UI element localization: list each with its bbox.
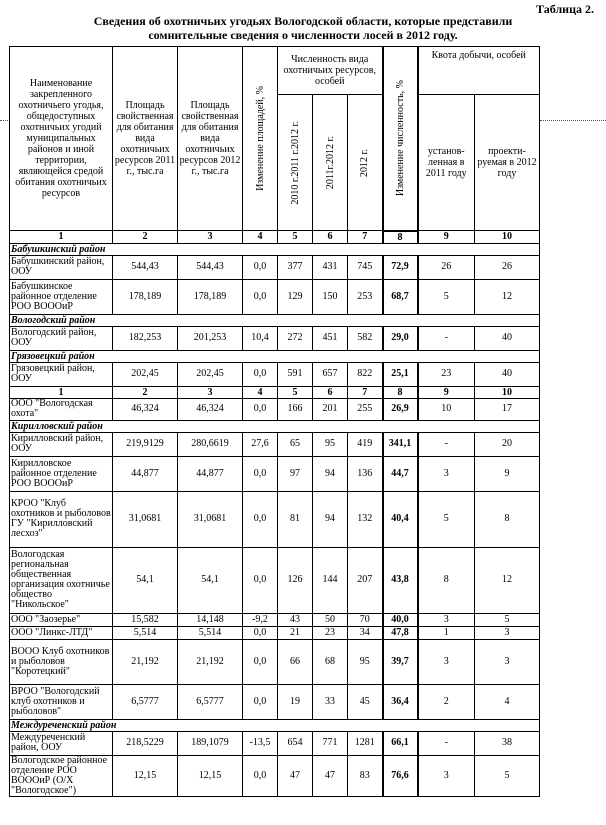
- column-number: 3: [178, 386, 243, 398]
- column-number: 9: [418, 231, 475, 244]
- cell-cch: 39,7: [383, 639, 418, 684]
- table-row: [10, 326, 540, 350]
- cell-c11: 47: [313, 755, 348, 796]
- cell-c10: 166: [278, 398, 313, 420]
- cell-q1: 26: [418, 255, 475, 279]
- row-name: ООО "Линкс-ЛТД": [10, 626, 113, 639]
- cell-c11: 150: [313, 279, 348, 314]
- row-name: ООО "Заозерье": [10, 613, 113, 626]
- header-count-group: Численность вида охотничьих ресурсов, особей: [278, 47, 383, 95]
- table-row: [10, 639, 540, 684]
- cell-q1: 1: [418, 626, 475, 639]
- cell-q1: 10: [418, 398, 475, 420]
- cell-a11: 202,45: [113, 362, 178, 386]
- header-area-2012: Площадь свойственная для обитания вида охотничьих ресурсов 2012 г., тыс.га: [178, 47, 243, 231]
- cell-c10: 66: [278, 639, 313, 684]
- table-number: Таблица 2.: [536, 2, 594, 16]
- cell-cch: 43,8: [383, 547, 418, 613]
- cell-a11: 54,1: [113, 547, 178, 613]
- title-line-1: Сведения об охотничьих угодьях Вологодской области, которые представили: [93, 14, 513, 28]
- cell-c10: 654: [278, 731, 313, 755]
- section-title: Кирилловский район: [10, 420, 540, 432]
- table-row: [10, 398, 540, 420]
- header-year-2011: 2011г.2012 г.: [313, 95, 348, 231]
- table-row: [10, 613, 540, 626]
- column-number: 7: [348, 386, 383, 398]
- row-name: ВОOO Клуб охотников и рыболовов "Коротецкий": [10, 639, 113, 684]
- cell-c11: 451: [313, 326, 348, 350]
- cell-ach: 0,0: [243, 626, 278, 639]
- table-row: [10, 731, 540, 755]
- title-line-2: сомнительные сведения о численности лосей в 2012 году.: [148, 28, 458, 42]
- cell-cch: 26,9: [383, 398, 418, 420]
- cell-a12: 201,253: [178, 326, 243, 350]
- cell-a12: 46,324: [178, 398, 243, 420]
- cell-c11: 771: [313, 731, 348, 755]
- cell-a12: 14,148: [178, 613, 243, 626]
- section-title: Междуреченский район: [10, 719, 540, 731]
- table-row: [10, 684, 540, 719]
- cell-c10: 19: [278, 684, 313, 719]
- cell-a12: 202,45: [178, 362, 243, 386]
- cell-c12: 95: [348, 639, 383, 684]
- cell-a12: 21,192: [178, 639, 243, 684]
- cell-c12: 419: [348, 432, 383, 456]
- column-number: 9: [418, 386, 475, 398]
- data-table: [9, 46, 540, 797]
- cell-ach: -9,2: [243, 613, 278, 626]
- section-title: Грязовецкий район: [10, 350, 540, 362]
- cell-ach: 27,6: [243, 432, 278, 456]
- cell-c11: 50: [313, 613, 348, 626]
- column-numbers-row: [10, 231, 540, 244]
- column-number: 1: [10, 231, 113, 244]
- cell-a12: 178,189: [178, 279, 243, 314]
- header-area-change: Изменение площадей, %: [243, 47, 278, 231]
- cell-c10: 65: [278, 432, 313, 456]
- cell-c10: 81: [278, 491, 313, 547]
- column-number: 1: [10, 386, 113, 398]
- table-row: [10, 255, 540, 279]
- header-year-2010: 2010 г.2011 г.2012 г.: [278, 95, 313, 231]
- cell-q2: 12: [475, 547, 540, 613]
- cell-q2: 20: [475, 432, 540, 456]
- table-row: [10, 432, 540, 456]
- cell-c12: 45: [348, 684, 383, 719]
- cell-a11: 46,324: [113, 398, 178, 420]
- column-number: 2: [113, 231, 178, 244]
- cell-c12: 136: [348, 456, 383, 491]
- cell-ach: 0,0: [243, 362, 278, 386]
- cell-ach: 0,0: [243, 755, 278, 796]
- cell-c12: 1281: [348, 731, 383, 755]
- section-title: Бабушкинский район: [10, 243, 540, 255]
- row-name: Бабушкинский район, ООУ: [10, 255, 113, 279]
- cell-q1: -: [418, 326, 475, 350]
- cell-q1: -: [418, 432, 475, 456]
- cell-a11: 21,192: [113, 639, 178, 684]
- cell-q2: 17: [475, 398, 540, 420]
- cell-c12: 70: [348, 613, 383, 626]
- table-row: [10, 279, 540, 314]
- cell-a12: 5,514: [178, 626, 243, 639]
- cell-q1: 3: [418, 456, 475, 491]
- cell-c12: 582: [348, 326, 383, 350]
- cell-c11: 94: [313, 491, 348, 547]
- cell-c12: 34: [348, 626, 383, 639]
- cell-q1: 23: [418, 362, 475, 386]
- cell-c11: 23: [313, 626, 348, 639]
- section-row: [10, 243, 540, 255]
- cell-q1: 2: [418, 684, 475, 719]
- cell-q2: 26: [475, 255, 540, 279]
- cell-c12: 132: [348, 491, 383, 547]
- cell-a12: 280,6619: [178, 432, 243, 456]
- row-name: Кирилловское районное отделение РОО ВОООиР: [10, 456, 113, 491]
- cell-q1: 3: [418, 639, 475, 684]
- table-row: [10, 626, 540, 639]
- row-name: ООО "Вологодская охота": [10, 398, 113, 420]
- cell-c11: 68: [313, 639, 348, 684]
- column-number: 10: [475, 386, 540, 398]
- cell-a11: 44,877: [113, 456, 178, 491]
- cell-a11: 218,5229: [113, 731, 178, 755]
- margin-dots-right: [540, 120, 606, 121]
- cell-ach: 0,0: [243, 547, 278, 613]
- row-name: Вологодский район, ООУ: [10, 326, 113, 350]
- column-number: 7: [348, 231, 383, 244]
- cell-cch: 25,1: [383, 362, 418, 386]
- cell-a12: 189,1079: [178, 731, 243, 755]
- header-count-change: Изменение численность, %: [383, 47, 418, 231]
- cell-q2: 3: [475, 626, 540, 639]
- cell-ach: 0,0: [243, 398, 278, 420]
- cell-c10: 591: [278, 362, 313, 386]
- cell-q1: 5: [418, 491, 475, 547]
- row-name: Грязовецкий район, ООУ: [10, 362, 113, 386]
- row-name: Кирилловский район, ООУ: [10, 432, 113, 456]
- cell-c12: 255: [348, 398, 383, 420]
- row-name: Вологодская региональная общественная организация охотничье общество "Никольское": [10, 547, 113, 613]
- cell-c11: 95: [313, 432, 348, 456]
- cell-c10: 377: [278, 255, 313, 279]
- cell-c11: 144: [313, 547, 348, 613]
- cell-cch: 44,7: [383, 456, 418, 491]
- cell-cch: 341,1: [383, 432, 418, 456]
- cell-a11: 182,253: [113, 326, 178, 350]
- cell-ach: 0,0: [243, 684, 278, 719]
- cell-a12: 12,15: [178, 755, 243, 796]
- column-number: 3: [178, 231, 243, 244]
- column-number: 4: [243, 386, 278, 398]
- section-title: Вологодский район: [10, 314, 540, 326]
- table-row: [10, 362, 540, 386]
- table-title: [0, 14, 606, 42]
- cell-c11: 94: [313, 456, 348, 491]
- column-number: 5: [278, 386, 313, 398]
- cell-c10: 97: [278, 456, 313, 491]
- cell-cch: 68,7: [383, 279, 418, 314]
- cell-c12: 745: [348, 255, 383, 279]
- cell-cch: 66,1: [383, 731, 418, 755]
- cell-a11: 219,9129: [113, 432, 178, 456]
- cell-q2: 8: [475, 491, 540, 547]
- table-row: [10, 547, 540, 613]
- table-row: [10, 755, 540, 796]
- table-row: [10, 491, 540, 547]
- cell-cch: 40,0: [383, 613, 418, 626]
- cell-ach: 0,0: [243, 279, 278, 314]
- cell-q2: 38: [475, 731, 540, 755]
- section-row: [10, 420, 540, 432]
- header-quota-group: Квота добычи, особей: [418, 47, 540, 95]
- section-row: [10, 314, 540, 326]
- header-year-2012: 2012 г.: [348, 95, 383, 231]
- column-numbers-row: [10, 386, 540, 398]
- cell-q2: 9: [475, 456, 540, 491]
- cell-cch: 72,9: [383, 255, 418, 279]
- cell-q2: 40: [475, 326, 540, 350]
- cell-c12: 822: [348, 362, 383, 386]
- column-number: 2: [113, 386, 178, 398]
- cell-a12: 6,5777: [178, 684, 243, 719]
- cell-q1: 5: [418, 279, 475, 314]
- column-number: 5: [278, 231, 313, 244]
- cell-c10: 126: [278, 547, 313, 613]
- cell-a12: 544,43: [178, 255, 243, 279]
- cell-cch: 40,4: [383, 491, 418, 547]
- column-number: 10: [475, 231, 540, 244]
- table-row: [10, 456, 540, 491]
- header-quota-projected: проекти-руемая в 2012 году: [475, 95, 540, 231]
- row-name: КРОО "Клуб охотников и рыболовов ГУ "Кирилловский лесхоз": [10, 491, 113, 547]
- cell-c12: 207: [348, 547, 383, 613]
- column-number: 6: [313, 386, 348, 398]
- header-area-2011: Площадь свойственная для обитания вида охотничьих ресурсов 2011 г., тыс.га: [113, 47, 178, 231]
- cell-ach: 10,4: [243, 326, 278, 350]
- column-number: 4: [243, 231, 278, 244]
- cell-q2: 5: [475, 613, 540, 626]
- cell-a12: 54,1: [178, 547, 243, 613]
- cell-a11: 6,5777: [113, 684, 178, 719]
- cell-c11: 657: [313, 362, 348, 386]
- cell-q1: 3: [418, 755, 475, 796]
- cell-q2: 12: [475, 279, 540, 314]
- cell-a12: 44,877: [178, 456, 243, 491]
- header-name: Наименование закрепленного охотничьего угодья, общедоступных охотничьих угодий муниципальных районов и иной территории, являющейся средой обитания охотничьих ресурсов: [10, 47, 113, 231]
- cell-c10: 21: [278, 626, 313, 639]
- row-name: ВРОО "Вологодский клуб охотников и рыболовов": [10, 684, 113, 719]
- cell-c11: 431: [313, 255, 348, 279]
- cell-c12: 83: [348, 755, 383, 796]
- cell-q1: 3: [418, 613, 475, 626]
- row-name: Бабушкинское районное отделение РОО ВОООиР: [10, 279, 113, 314]
- cell-q2: 40: [475, 362, 540, 386]
- cell-cch: 76,6: [383, 755, 418, 796]
- cell-ach: 0,0: [243, 255, 278, 279]
- cell-a11: 12,15: [113, 755, 178, 796]
- cell-q1: 8: [418, 547, 475, 613]
- cell-c11: 201: [313, 398, 348, 420]
- cell-cch: 36,4: [383, 684, 418, 719]
- cell-a11: 15,582: [113, 613, 178, 626]
- cell-c10: 43: [278, 613, 313, 626]
- cell-cch: 29,0: [383, 326, 418, 350]
- cell-q2: 4: [475, 684, 540, 719]
- column-number: 8: [383, 386, 418, 398]
- cell-a11: 31,0681: [113, 491, 178, 547]
- cell-ach: 0,0: [243, 491, 278, 547]
- cell-ach: 0,0: [243, 456, 278, 491]
- cell-a11: 544,43: [113, 255, 178, 279]
- cell-a11: 5,514: [113, 626, 178, 639]
- cell-c12: 253: [348, 279, 383, 314]
- row-name: Вологодское районное отделение РОО ВОООиР (О/Х "Вологодское"): [10, 755, 113, 796]
- cell-c11: 33: [313, 684, 348, 719]
- cell-q2: 5: [475, 755, 540, 796]
- cell-cch: 47,8: [383, 626, 418, 639]
- section-row: [10, 719, 540, 731]
- cell-a11: 178,189: [113, 279, 178, 314]
- column-number: 8: [383, 231, 418, 244]
- row-name: Междуреченский район, ООУ: [10, 731, 113, 755]
- cell-a12: 31,0681: [178, 491, 243, 547]
- cell-c10: 129: [278, 279, 313, 314]
- cell-c10: 47: [278, 755, 313, 796]
- section-row: [10, 350, 540, 362]
- column-number: 6: [313, 231, 348, 244]
- cell-ach: 0,0: [243, 639, 278, 684]
- cell-q1: -: [418, 731, 475, 755]
- header-quota-set: установ-ленная в 2011 году: [418, 95, 475, 231]
- cell-ach: -13,5: [243, 731, 278, 755]
- cell-c10: 272: [278, 326, 313, 350]
- cell-q2: 3: [475, 639, 540, 684]
